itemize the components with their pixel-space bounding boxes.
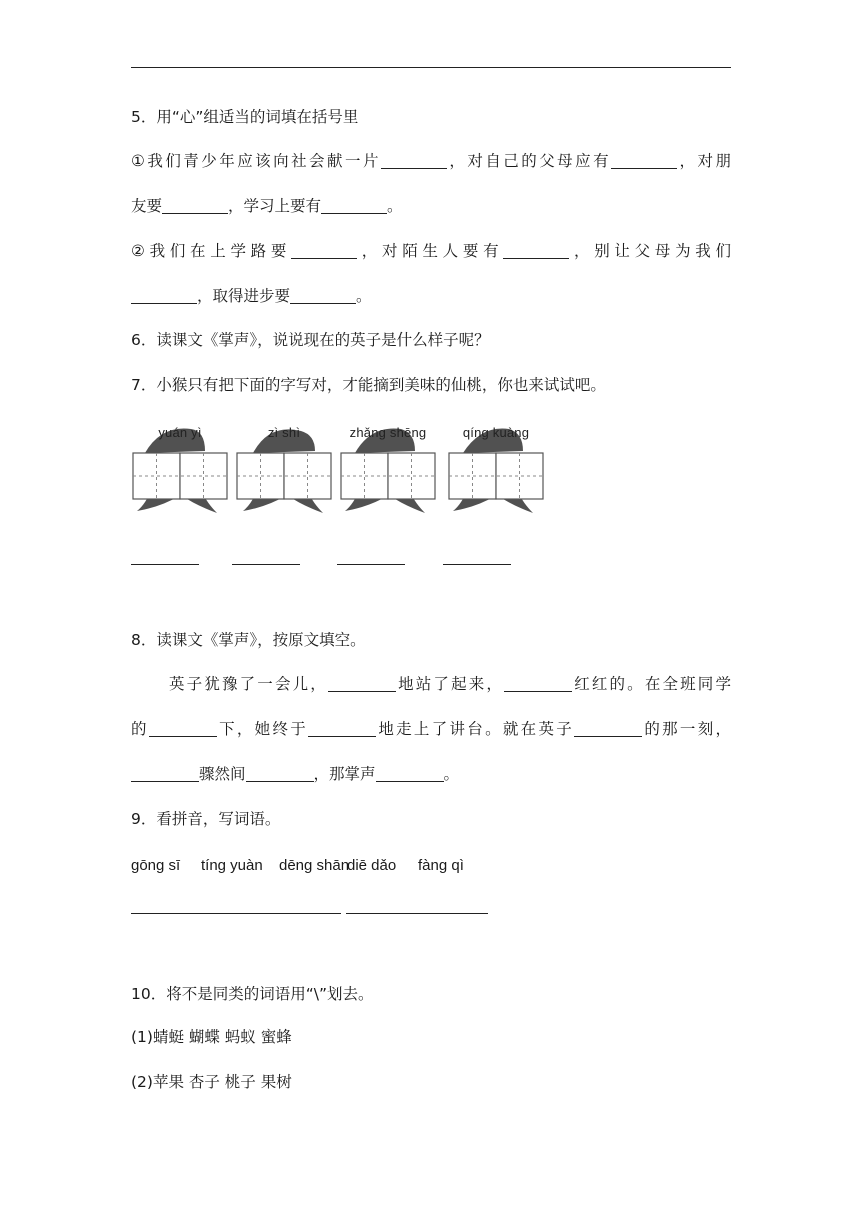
q5-sentence2-line2: ，取得进步要 。: [131, 285, 731, 307]
fish-box-3[interactable]: [339, 421, 437, 517]
answer-blank[interactable]: [337, 548, 405, 565]
q10-item2: (2)苹果 杏子 桃子 果树: [131, 1073, 292, 1091]
q9-title: 9．看拼音，写词语。: [131, 810, 281, 828]
answer-blank[interactable]: [290, 287, 356, 304]
answer-blank[interactable]: [376, 765, 444, 782]
q7-answer-blanks: [131, 548, 531, 568]
answer-blank[interactable]: [321, 197, 387, 214]
q8-line3: 骤然间 ，那掌声 。: [131, 763, 731, 785]
q5-sentence1-line1: ①我们青少年应该向社会献一片 ，对自己的父母应有 ，对朋: [131, 152, 731, 170]
q5-sentence2-line1: ②我们在上学路要 ，对陌生人要有 ，别让父母为我们: [131, 242, 731, 260]
q10-item1: (1)蜻蜓 蝴蝶 蚂蚁 蜜蜂: [131, 1028, 292, 1046]
answer-blank[interactable]: [308, 720, 376, 737]
answer-blank[interactable]: [574, 720, 642, 737]
answer-blank[interactable]: [504, 675, 572, 692]
answer-blank[interactable]: [443, 548, 511, 565]
answer-blank[interactable]: [131, 913, 341, 914]
q5-sentence1-line2: 友要 ，学习上要有 。: [131, 197, 403, 215]
answer-blank[interactable]: [346, 913, 488, 914]
pinyin-word: gōng sī: [131, 857, 181, 874]
answer-blank[interactable]: [328, 675, 396, 692]
pinyin-word: fàng qì: [418, 857, 464, 874]
pinyin-label: yuán yì: [158, 425, 202, 440]
answer-blank[interactable]: [232, 548, 300, 565]
q8-line2: 的 下，她终于 地走上了讲台。就在英子 的那一刻，: [131, 720, 731, 738]
pinyin-label: qíng kuàng: [462, 425, 530, 440]
answer-blank[interactable]: [131, 548, 199, 565]
pinyin-label: zhǎng shēng: [349, 425, 427, 440]
answer-blank[interactable]: [611, 152, 677, 169]
pinyin-word: tíng yuàn: [201, 857, 263, 874]
q8-line1: 英子犹豫了一会儿， 地站了起来， 红红的。在全班同学: [169, 675, 731, 693]
pinyin-label: zì shì: [267, 425, 301, 440]
answer-blank[interactable]: [131, 765, 199, 782]
header-rule: [131, 67, 731, 68]
q5-title: 5．用“心”组适当的词填在括号里: [131, 108, 359, 126]
pinyin-word: diē dǎo: [347, 857, 397, 874]
fish-writing-boxes: [131, 421, 571, 521]
answer-blank[interactable]: [503, 242, 569, 259]
q10-title: 10．将不是同类的词语用“\”划去。: [131, 985, 374, 1003]
answer-blank[interactable]: [162, 197, 228, 214]
answer-blank[interactable]: [246, 765, 314, 782]
fish-box-2[interactable]: [235, 421, 333, 517]
fish-box-1[interactable]: [131, 421, 229, 517]
q9-pinyin-row: [131, 857, 551, 877]
pinyin-word: dēng shān: [279, 857, 350, 874]
answer-blank[interactable]: [381, 152, 447, 169]
q8-title: 8．读课文《掌声》，按原文填空。: [131, 631, 366, 649]
q6-title: 6．读课文《掌声》，说说现在的英子是什么样子呢？: [131, 331, 490, 349]
answer-blank[interactable]: [291, 242, 357, 259]
answer-blank[interactable]: [149, 720, 217, 737]
answer-blank[interactable]: [131, 287, 197, 304]
fish-box-4[interactable]: [447, 421, 545, 517]
q7-title: 7．小猴只有把下面的字写对，才能摘到美味的仙桃，你也来试试吧。: [131, 376, 606, 394]
